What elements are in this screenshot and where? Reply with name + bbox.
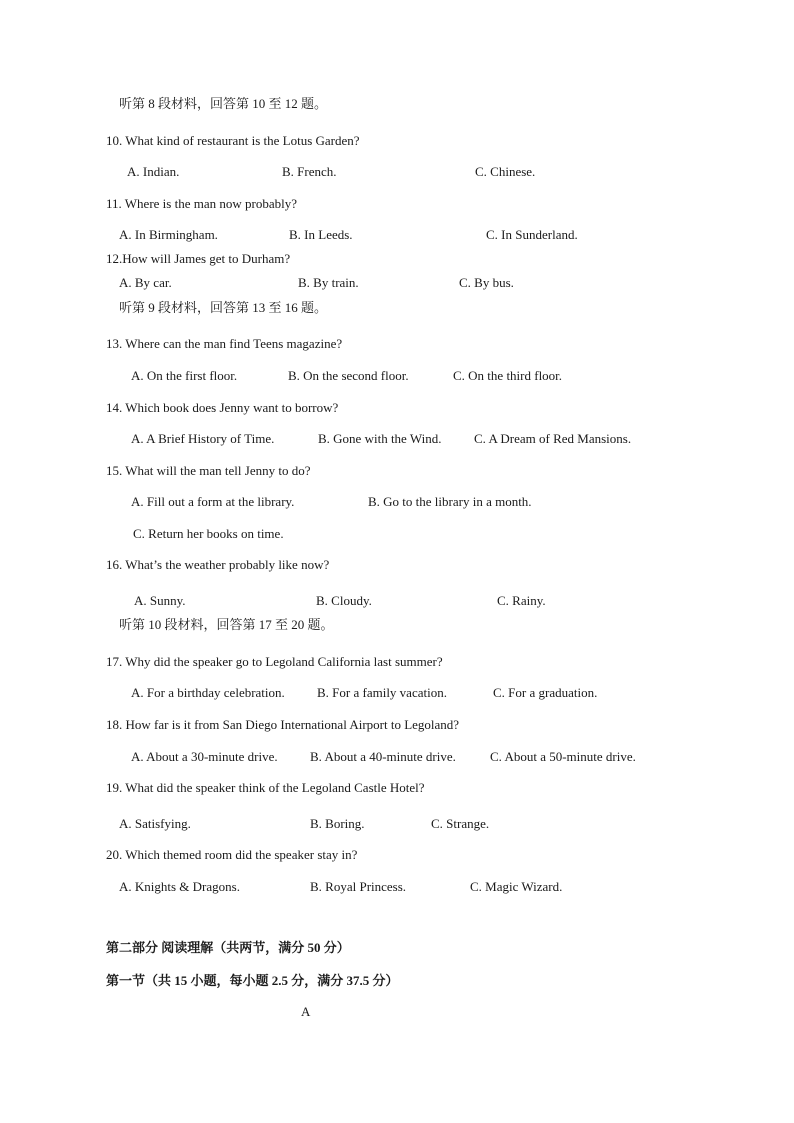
question-17-option-a: A. For a birthday celebration. bbox=[131, 685, 285, 700]
passage-label: A bbox=[301, 1004, 311, 1019]
question-16-option-a: A. Sunny. bbox=[134, 593, 186, 608]
question-18-option-a: A. About a 30-minute drive. bbox=[131, 749, 278, 764]
section-9-instruction: 听第 9 段材料，回答第 13 至 16 题。 bbox=[119, 300, 328, 315]
question-20-option-a: A. Knights & Dragons. bbox=[119, 879, 240, 894]
question-17-stem: 17. Why did the speaker go to Legoland California last summer? bbox=[106, 654, 443, 669]
question-10-stem: 10. What kind of restaurant is the Lotus Garden? bbox=[106, 133, 360, 148]
question-10-option-b: B. French. bbox=[282, 164, 337, 179]
question-12-option-c: C. By bus. bbox=[459, 275, 514, 290]
question-10-option-c: C. Chinese. bbox=[475, 164, 536, 179]
question-11-option-a: A. In Birmingham. bbox=[119, 227, 218, 242]
question-18-stem: 18. How far is it from San Diego International Airport to Legoland? bbox=[106, 717, 460, 732]
question-19-stem: 19. What did the speaker think of the Legoland Castle Hotel? bbox=[106, 780, 425, 795]
question-11-option-b: B. In Leeds. bbox=[289, 227, 353, 242]
section-10-instruction: 听第 10 段材料，回答第 17 至 20 题。 bbox=[119, 617, 334, 632]
question-14-option-a: A. A Brief History of Time. bbox=[131, 431, 275, 446]
question-19-option-a: A. Satisfying. bbox=[119, 816, 191, 831]
question-15-stem: 15. What will the man tell Jenny to do? bbox=[106, 463, 311, 478]
question-12-option-a: A. By car. bbox=[119, 275, 172, 290]
question-20-stem: 20. Which themed room did the speaker stay in? bbox=[106, 847, 358, 862]
question-20-option-b: B. Royal Princess. bbox=[310, 879, 407, 894]
question-13-stem: 13. Where can the man find Teens magazine? bbox=[106, 336, 343, 351]
question-11-stem: 11. Where is the man now probably? bbox=[106, 196, 297, 211]
question-13-option-c: C. On the third floor. bbox=[453, 368, 563, 383]
question-14-option-c: C. A Dream of Red Mansions. bbox=[474, 431, 632, 446]
question-19-option-c: C. Strange. bbox=[431, 816, 490, 831]
question-20-option-c: C. Magic Wizard. bbox=[470, 879, 563, 894]
section-8-instruction: 听第 8 段材料，回答第 10 至 12 题。 bbox=[119, 96, 328, 111]
question-15-option-c: C. Return her books on time. bbox=[133, 526, 284, 541]
question-16-stem: 16. What’s the weather probably like now? bbox=[106, 557, 330, 572]
question-13-option-b: B. On the second floor. bbox=[288, 368, 409, 383]
question-14-option-b: B. Gone with the Wind. bbox=[318, 431, 442, 446]
question-19-option-b: B. Boring. bbox=[310, 816, 365, 831]
section-one-heading: 第一节（共 15 小题，每小题 2.5 分，满分 37.5 分） bbox=[106, 973, 399, 988]
question-17-option-c: C. For a graduation. bbox=[493, 685, 598, 700]
question-18-option-b: B. About a 40-minute drive. bbox=[310, 749, 456, 764]
question-15-option-b: B. Go to the library in a month. bbox=[368, 494, 532, 509]
question-10-option-a: A. Indian. bbox=[127, 164, 180, 179]
question-11-option-c: C. In Sunderland. bbox=[486, 227, 578, 242]
question-17-option-b: B. For a family vacation. bbox=[317, 685, 447, 700]
question-15-option-a: A. Fill out a form at the library. bbox=[131, 494, 295, 509]
question-16-option-c: C. Rainy. bbox=[497, 593, 546, 608]
question-13-option-a: A. On the first floor. bbox=[131, 368, 238, 383]
question-12-option-b: B. By train. bbox=[298, 275, 359, 290]
question-14-stem: 14. Which book does Jenny want to borrow? bbox=[106, 400, 339, 415]
question-12-stem: 12.How will James get to Durham? bbox=[106, 251, 291, 266]
question-16-option-b: B. Cloudy. bbox=[316, 593, 372, 608]
question-18-option-c: C. About a 50-minute drive. bbox=[490, 749, 636, 764]
part-two-heading: 第二部分 阅读理解（共两节，满分 50 分） bbox=[106, 940, 350, 955]
